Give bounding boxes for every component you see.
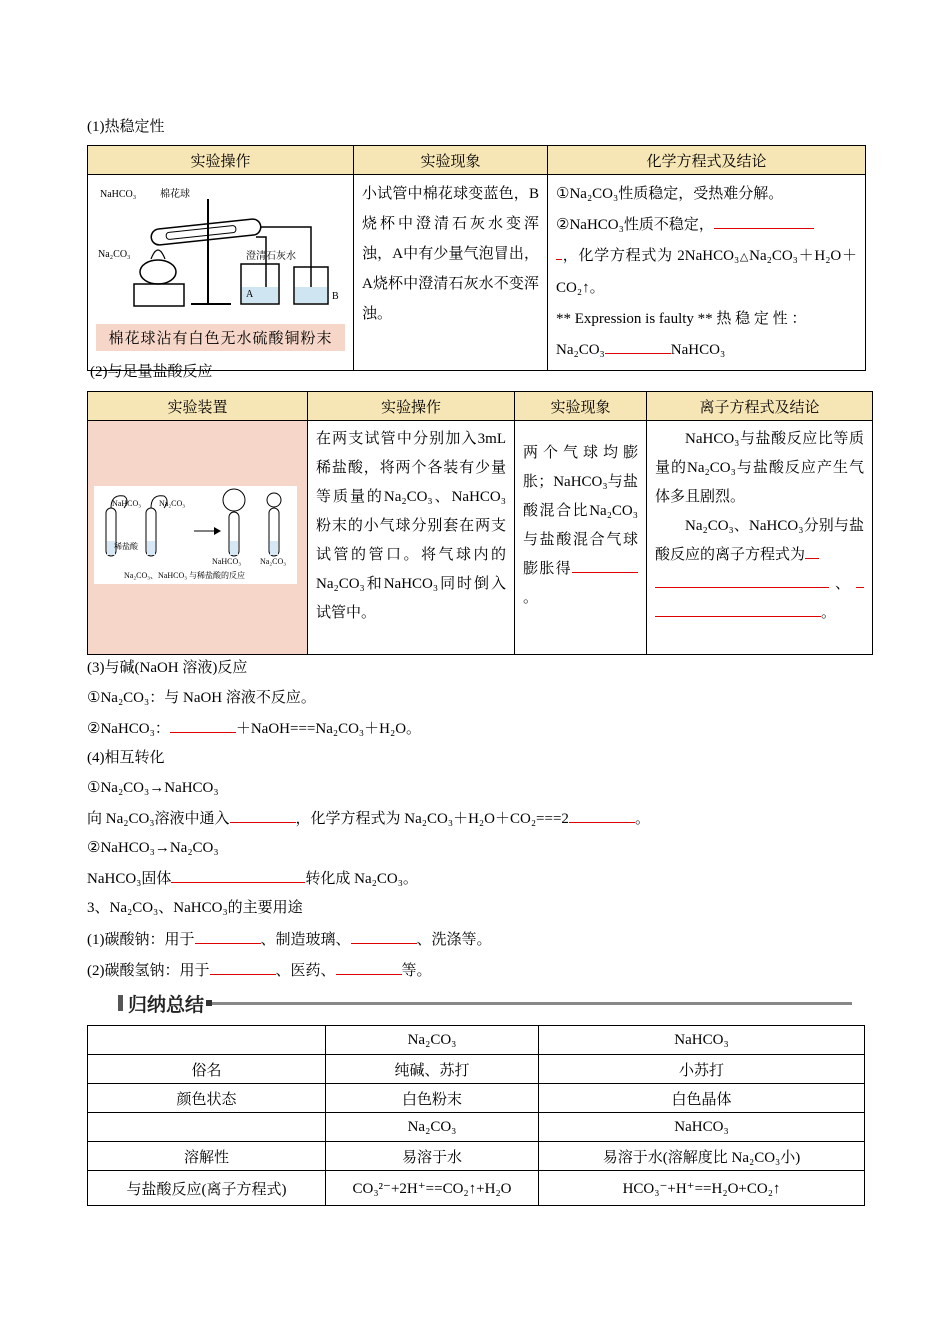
summary-cell: 与盐酸反应(离子方程式) <box>88 1171 326 1206</box>
label-nahco3: NaHCO₃ <box>100 189 137 200</box>
summary-cell: 溶解性 <box>88 1142 326 1171</box>
thermal-stability-table <box>87 145 866 371</box>
blank-naoh[interactable] <box>170 718 236 733</box>
t2-conclusion: NaHCO₃与盐酸反应比等质量的Na₂CO₃与盐酸反应产生气体多且剧烈。 Na₂CO₃、NaHCO₃分别与盐酸反应的离子方程式为 、 。 <box>647 421 873 655</box>
summary-cell: 白色粉末 <box>326 1084 539 1113</box>
section-5-heading: 3、Na₂CO₃、NaHCO₃的主要用途 <box>87 900 303 916</box>
summary-cell: 纯碱、苏打 <box>326 1055 539 1084</box>
blank-conversion[interactable] <box>171 868 305 883</box>
blank-ionic-1[interactable] <box>655 573 829 588</box>
summary-table <box>87 1025 865 1206</box>
t2-operation: 在两支试管中分别加入3mL稀盐酸，将两个各装有少量等质量的Na₂CO₃、NaHCO₃粉末的小气球分别套在两支试管的管口。将气球内的Na₂CO₃和NaHCO₃同时倒入试管中。 <box>308 421 515 655</box>
section-2-heading: (2)与足量盐酸反应 <box>90 364 213 380</box>
fig-label-nahco3: NaHCO₃ <box>112 499 142 508</box>
t1-concl-3: ** Expression is faulty ** 热 稳 定 性 ： Na₂CO₃ NaHCO₃ <box>556 311 807 358</box>
t1-header-phen: 实验现象 <box>354 146 548 175</box>
t1-concl-1: ①Na₂CO₃性质稳定，受热难分解。 <box>556 186 784 202</box>
t2-header-concl: 离子方程式及结论 <box>647 392 873 421</box>
fig-label-nahco3-right: NaHCO₃ <box>212 557 242 566</box>
section-1-heading: (1)热稳定性 <box>87 119 165 135</box>
section-4-line-1: ①Na₂CO₃→NaHCO₃ <box>87 780 219 796</box>
summary-cell: 俗名 <box>88 1055 326 1084</box>
section-3-heading: (3)与碱(NaOH 溶液)反应 <box>87 660 248 676</box>
fig-label-hcl: 稀盐酸 <box>114 542 138 551</box>
heating-apparatus-figure <box>96 179 344 319</box>
label-limewater: 澄清石灰水 <box>246 251 296 262</box>
summary-cell: 小苏打 <box>539 1055 865 1084</box>
blank-co2[interactable] <box>230 808 296 823</box>
t1-conclusion <box>548 175 866 371</box>
blank-balloon[interactable] <box>572 558 638 573</box>
summary-cell: NaHCO₃ <box>539 1026 865 1055</box>
summary-cell: HCO₃⁻+H⁺==H₂O+CO₂↑ <box>539 1171 865 1206</box>
label-b: B <box>332 291 339 302</box>
section-5-line-2: (2)碳酸氢钠：用于 、医药、 等。 <box>87 960 432 981</box>
t2-header-apparatus: 实验装置 <box>88 392 308 421</box>
summary-title: 归纳总结 <box>128 994 205 1016</box>
section-3-line-1: ①Na₂CO₃：与 NaOH 溶液不反应。 <box>87 690 316 706</box>
t1-header-concl: 化学方程式及结论 <box>548 146 866 175</box>
t2-header-phen: 实验现象 <box>515 392 647 421</box>
fig-label-na2co3-right: Na₂CO₃ <box>260 557 287 566</box>
summary-cell: 白色晶体 <box>539 1084 865 1113</box>
summary-cell: Na₂CO₃ <box>326 1026 539 1055</box>
summary-bar-icon <box>118 990 852 1016</box>
section-4-line-3: ②NaHCO₃→Na₂CO₃ <box>87 840 219 856</box>
label-na2co3: Na₂CO₃ <box>98 249 131 260</box>
blank-compare[interactable] <box>605 339 671 354</box>
section-3-line-2: ②NaHCO₃： ＋NaOH===Na₂CO₃＋H₂O。 <box>87 718 421 739</box>
section-4-line-2: 向 Na₂CO₃溶液中通入 ，化学方程式为 Na₂CO₃＋H₂O＋CO₂===2 。 <box>87 808 650 829</box>
blank-ionic-2[interactable] <box>655 602 821 617</box>
t1-apparatus-cell <box>88 175 354 371</box>
blank-use-4[interactable] <box>336 960 402 975</box>
section-4-line-4: NaHCO₃固体 转化成 Na₂CO₃。 <box>87 868 418 889</box>
t2-header-op: 实验操作 <box>308 392 515 421</box>
section-5-line-1: (1)碳酸钠：用于 、制造玻璃、 、洗涤等。 <box>87 929 492 950</box>
blank-use-3[interactable] <box>210 960 276 975</box>
summary-cell: 颜色状态 <box>88 1084 326 1113</box>
blank-thermal-1[interactable] <box>714 214 814 229</box>
summary-cell <box>88 1113 326 1142</box>
blank-use-1[interactable] <box>195 929 261 944</box>
fig-caption: Na₂CO₃、NaHCO₃ 与稀盐酸的反应 <box>124 571 246 580</box>
hcl-reaction-table <box>87 391 873 655</box>
apparatus-caption: 棉花球沾有白色无水硫酸铜粉末 <box>96 324 345 351</box>
summary-cell <box>88 1026 326 1055</box>
t1-concl-2: ②NaHCO₃性质不稳定， ，化学方程式为 2NaHCO₃△Na₂CO₃＋H₂O＋CO₂↑。 <box>556 210 857 304</box>
summary-cell: CO₃²⁻+2H⁺==CO₂↑+H₂O <box>326 1171 539 1206</box>
t1-header-op: 实验操作 <box>88 146 354 175</box>
summary-cell: 易溶于水(溶解度比 Na₂CO₃小) <box>539 1142 865 1171</box>
blank-use-2[interactable] <box>351 929 417 944</box>
summary-banner <box>118 990 852 1016</box>
t2-apparatus-cell <box>88 421 308 655</box>
t2-phenomenon: 两个气球均膨胀；NaHCO₃与盐酸混合比Na₂CO₃与盐酸混合气球膨胀得。 <box>515 421 647 655</box>
balloon-apparatus-figure <box>94 486 297 584</box>
label-a: A <box>246 289 254 300</box>
delta-heat-icon: △ <box>739 251 750 263</box>
summary-cell: 易溶于水 <box>326 1142 539 1171</box>
label-cotton: 棉花球 <box>160 189 190 200</box>
blank-product[interactable] <box>569 808 635 823</box>
section-4-heading: (4)相互转化 <box>87 750 165 766</box>
summary-cell: NaHCO₃ <box>539 1113 865 1142</box>
fig-label-na2co3: Na₂CO₃ <box>159 499 186 508</box>
summary-cell: Na₂CO₃ <box>326 1113 539 1142</box>
t1-phenomenon: 小试管中棉花球变蓝色，B烧杯中澄清石灰水变浑浊，A中有少量气泡冒出，A烧杯中澄清石灰水不变浑浊。 <box>354 175 548 371</box>
